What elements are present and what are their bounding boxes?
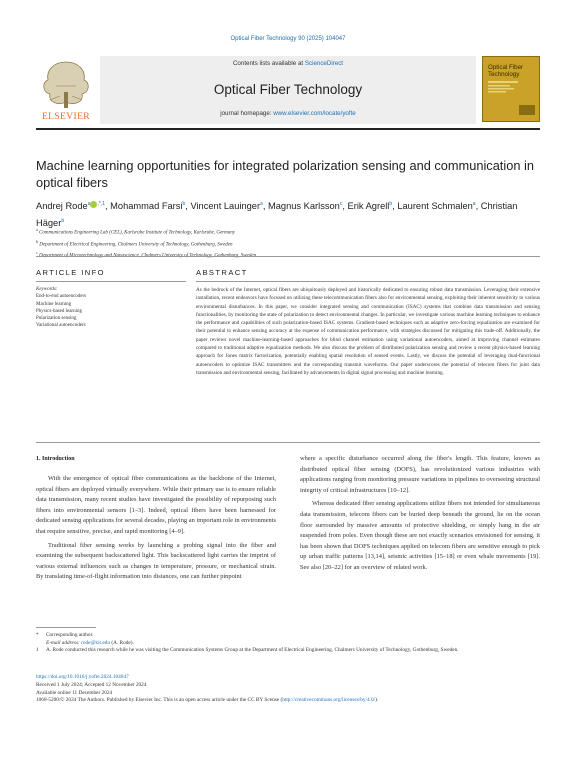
received-dates: Received 1 July 2024; Accepted 12 November 2024 [36, 681, 147, 688]
journal-homepage-link[interactable]: www.elsevier.com/locate/yofte [273, 110, 356, 117]
body-paragraph: With the emergence of optical fiber communications as the backbone of the Internet, optical fibers are deployed virtually everywhere. While their primary use is to ensure reliable data transmission, many recent studies have investigated the possibility of repurposing such fibers into environmental sensors [1–3]. Indeed, optical fibers have been harnessed for dedicated sensing applications for several decades, playing an important role in environments that require sensitive, precise, and rapid monitoring [4–9]. [36, 475, 276, 535]
affiliation-text: Department of Electrical Engineering, Chalmers University of Technology, Gothenburg, Sweden [39, 242, 233, 248]
affiliation-marker: c [36, 250, 38, 256]
keyword: Physics-based learning [36, 308, 82, 314]
author-name[interactable]: Vincent Lauinger [190, 201, 261, 212]
available-online-date: Available online 11 December 2024 [36, 689, 113, 696]
journal-cover-thumbnail [482, 56, 540, 122]
abstract-text: As the bedrock of the Internet, optical fibers are ubiquitously deployed and historically dedicated to ensuring robust data transmission. Leveraging their extensive installation, recent endeavors have focused on utilizing these telecommunication fibers also for environmental sensing, exploiting their inherent sensitivity to various environmental disturbances. In this paper, we consider integrated sensing and communication (ISAC) systems that combine data transmission and sensing functionalities, by monitoring the state of polarization to detect environmental changes. In particular, we investigate various machine learning techniques to enhance the performance and capabilities of such polarization-based ISAC systems. Gradient-based techniques such as adaptive zero-forcing equalization are examined for their potential to enhance sensing accuracy at the expense of communication performance, with strategies discussed for mitigating this trade-off. Additionally, the paper reviews novel machine-learning-based approaches for blind channel estimation using variational autoencoders, aimed at improving channel estimates compared to traditional adaptive equalization methods. We also discuss the problem of distributed polarization sensing and review a recent physics-based learning approach for Jones matrix factorization, potentially enabling spatial resolution of sensed events. Lastly, we discuss the potential of leveraging dual-functional autoencoders to optimize ISAC transmitters and the corresponding transmit waveforms. Our paper underscores the potential of telecom fibers for joint data transmission and environmental sensing, facilitated by advancements in digital signal processing and machine learning. [196, 287, 540, 376]
body-paragraph: Whereas dedicated fiber sensing applications utilize fibers not intended for simultaneous data transmission, telecom fibers can be buried deep beneath the ground, lie on the ocean floor surrounded by massive amounts of protective shielding, or simply hang in the air suspended from poles. Even though these are not exactly scenarios envisioned for sensing, it has been shown that DOFS techniques applied on telecom fibers are sensitive enough to pick up urban traffic patterns [13,14], seismic activities [15–18] or even whale movements [19]. See also [20–22] for an overview of related work. [300, 500, 540, 571]
keywords-label: Keywords: [36, 287, 58, 292]
footnote-corresponding: * Corresponding author. [36, 632, 94, 638]
elsevier-wordmark: ELSEVIER [41, 112, 91, 122]
body-column-right [300, 454, 540, 577]
keyword: Machine learning [36, 301, 72, 307]
author-separator: , [342, 201, 348, 212]
affiliation-text: Communications Engineering Lab (CEL), Karlsruhe Institute of Technology, Karlsruhe, Germany [39, 230, 235, 236]
masthead-divider [36, 128, 540, 130]
author-note-marker[interactable]: ,*,1 [97, 201, 105, 207]
license-statement: 1068-5200/© 2024 The Authors. Published by Elsevier Inc. This is an open access article under the CC BY license (http://creativecommons.org/licenses/by/4.0/). [36, 697, 379, 704]
doi-link[interactable]: https://doi.org/10.1016/j.yofte.2024.104047 [36, 674, 129, 680]
author-affiliation-marker[interactable]: a [472, 201, 476, 207]
affiliation [36, 226, 540, 238]
elsevier-logo [36, 56, 96, 122]
affiliation-marker: b [36, 238, 38, 244]
affiliation [36, 238, 540, 250]
abstract-rule [196, 281, 540, 282]
journal-citation-link[interactable]: Optical Fiber Technology 90 (2025) 104047 [230, 36, 346, 42]
keyword: End-to-end autoencoders [36, 294, 87, 300]
body-paragraph: Traditional fiber sensing works by launching a probing signal into the fiber and examining the subsequent backscattered light. This backscattered light carries the imprint of various external influences such as changes in temperature, pressure, or mechanical strain. By translating time-of-flight information into distances, one can further pinpoint [36, 541, 276, 581]
keyword: Variational autoencoders [36, 323, 86, 329]
footnotes [36, 632, 540, 655]
author-separator: , [104, 201, 111, 212]
author-separator: , [392, 201, 398, 212]
author-affiliation-marker[interactable]: c [339, 201, 343, 207]
author-affiliation-marker[interactable]: b [61, 218, 65, 225]
author-separator: , [185, 201, 191, 212]
abstract-heading: ABSTRACT [196, 268, 248, 277]
masthead-center-box [100, 56, 476, 124]
article-title: Machine learning opportunities for integrated polarization sensing and communication in optical fibers [36, 158, 534, 190]
footnote-1: 1 A. Rode conducted this research while he was visiting the Communication Systems Group at the Department of Electrical Engineering, Chalmers University of Technology, Gothenburg, Sweden. [36, 647, 459, 654]
footnote-divider [36, 627, 96, 628]
affiliation-divider [36, 256, 540, 257]
body-column-left [36, 474, 276, 586]
author-affiliation-marker[interactable]: b [182, 201, 186, 207]
keyword: Polarization sensing [36, 316, 77, 322]
abstract-divider [36, 442, 540, 443]
publication-info [36, 674, 540, 705]
author-name[interactable]: Laurent Schmalen [397, 201, 473, 212]
body-paragraph: where a specific disturbance occurred along the fiber's length. This feature, known as distributed optical fiber sensing (DOFS), has revolutionized various industries with applications ranging from monitoring pressure variations in pipelines to overseeing structural integrity of critical infrastructures [10–12]. [300, 455, 540, 494]
author-separator: , [262, 201, 268, 212]
author-name[interactable]: Mohammad Farsi [110, 201, 183, 212]
cover-title-line-2: Technology [488, 71, 520, 78]
cover-title-line-1: Optical Fiber [488, 64, 524, 71]
contents-available-line: Contents lists available at ScienceDirect [232, 60, 344, 67]
sciencedirect-link[interactable]: ScienceDirect [304, 60, 344, 67]
article-info-rule [36, 281, 186, 282]
introduction-heading: 1. Introduction [36, 456, 75, 462]
journal-title: Optical Fiber Technology [213, 82, 363, 97]
keywords-block [36, 286, 186, 330]
journal-homepage-line: journal homepage: www.elsevier.com/locate/yofte [220, 110, 356, 117]
article-info-heading: ARTICLE INFO [36, 268, 105, 277]
license-link[interactable]: http://creativecommons.org/licenses/by/4.0/ [282, 697, 376, 704]
affiliation-marker: a [36, 227, 38, 232]
author-affiliation-marker[interactable]: b [389, 201, 393, 207]
author-name[interactable]: Erik Agrell [347, 201, 390, 212]
author-name[interactable]: Christian Häger [36, 201, 518, 229]
keywords-list [36, 293, 186, 329]
author-affiliation-marker[interactable]: a [260, 201, 263, 207]
author-name[interactable]: Andrej Rode [36, 201, 88, 212]
author-affiliation-marker[interactable]: a [87, 201, 91, 207]
author-name[interactable]: Magnus Karlsson [268, 201, 340, 212]
author-email-link[interactable]: rode@kit.edu [81, 639, 110, 646]
journal-masthead [36, 56, 540, 124]
footnote-email: E-mail address: rode@kit.edu (A. Rode). [46, 639, 134, 646]
author-separator: , [475, 201, 481, 212]
